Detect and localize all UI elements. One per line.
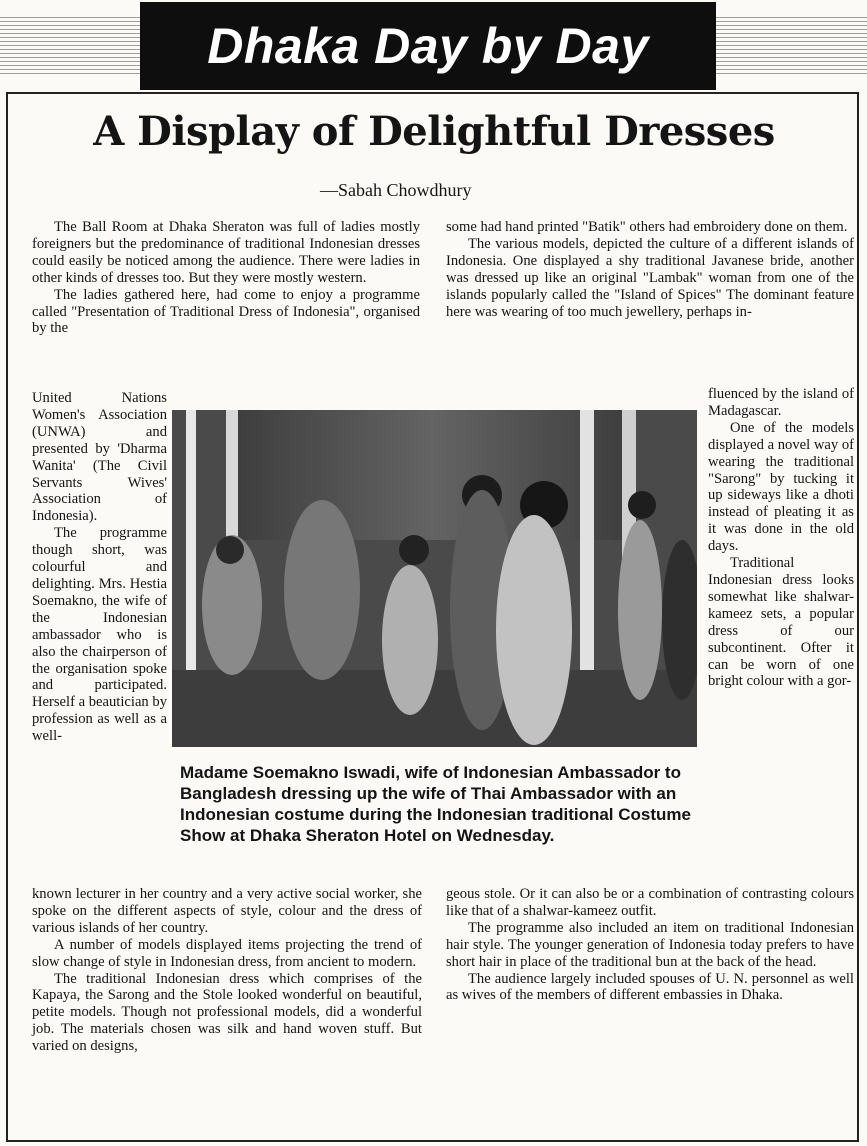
masthead-area [0,0,867,92]
article-byline: —Sabah Chowdhury [320,180,472,200]
left-column-narrow [32,390,167,880]
article-headline: A Display of Delightful Dresses [93,108,775,155]
right-column-bottom [446,886,854,1004]
paragraph: known lecturer in her country and a very active social worker, she spoke on the different aspects of style, colour and the dress of various islands of her country. [32,886,422,936]
masthead-hatching-right [716,16,867,74]
paragraph: The programme though short, was colourful and delighting. Mrs. Hestia Soemakno, the wife of the Indonesian ambassador who is also the chairperson of the organisation spoke and participated. Herself a beautician by profession as well as a well- [32,525,167,745]
paragraph: The various models, depicted the culture of a different islands of Indonesia. One displayed a shy traditional Javanese bride, another was dressed up like an original "Lambak" woman from one of the islands popularly called the "Island of Spices" The dominant feature here was wearing of too much jewellery, perhaps in- [446,235,854,320]
left-column-top [32,219,420,337]
paragraph: United Nations Women's Association (UNWA) and presented by 'Dharma Wanita' (The Civil Servants Wives' Association of Indonesia). [32,390,167,525]
left-column-bottom [32,886,422,1055]
paragraph: The audience largely included spouses of U. N. personnel as well as wives of the members of different embassies in Dhaka. [446,970,854,1004]
paragraph: The programme also included an item on traditional Indonesian hair style. The younger generation of Indonesia today prefers to have short hair in place of the traditional bun at the back of the head. [446,919,854,970]
paragraph: Traditional Indonesian dress looks somewhat like shalwar-kameez sets, a popular dress of our subcontinent. Ofter it can be worn of one bright colour with a gor- [708,555,854,690]
paragraph: some had hand printed "Batik" others had embroidery done on them. [446,219,848,235]
news-photo-illustration [172,410,697,747]
paragraph: fluenced by the island of Madagascar. [708,386,854,419]
right-column-narrow [708,386,854,882]
right-column-top [446,219,854,320]
photo-caption: Madame Soemakno Iswadi, wife of Indonesian Ambassador to Bangladesh dressing up the wife of Thai Ambassador with an Indonesian costume during the Indonesian traditional Costume Show at Dhaka Sheraton Hotel on Wednesday. [180,763,691,845]
news-photo [172,410,697,747]
paragraph: The Ball Room at Dhaka Sheraton was full of ladies mostly foreigners but the predominance of traditional Indonesian dresses could easily be noticed among the audience. There were ladies in other kinds of dresses too. But they were mostly western. [32,219,420,286]
paragraph: A number of models displayed items projecting the trend of slow change of style in Indonesian dress, from ancient to modern. [32,936,422,970]
masthead-title: Dhaka Day by Day [140,2,716,90]
paragraph: The traditional Indonesian dress which comprises of the Kapaya, the Sarong and the Stole looked wonderful on beautiful, petite models. Though not professional models, did a wonderful job. The materials chosen was silk and hand woven stuff. But varied on designs, [32,970,422,1055]
masthead-hatching-left [0,16,140,74]
paragraph: The ladies gathered here, had come to enjoy a programme called "Presentation of Traditional Dress of Indonesia", organised by the [32,286,420,337]
paragraph: geous stole. Or it can also be or a combination of contrasting colours like that of a shalwar-kameez outfit. [446,886,854,919]
paragraph: One of the models displayed a novel way of wearing the traditional "Sarong" by tucking it up sideways like a dhoti instead of pleating it as it was done in the old days. [708,419,854,555]
